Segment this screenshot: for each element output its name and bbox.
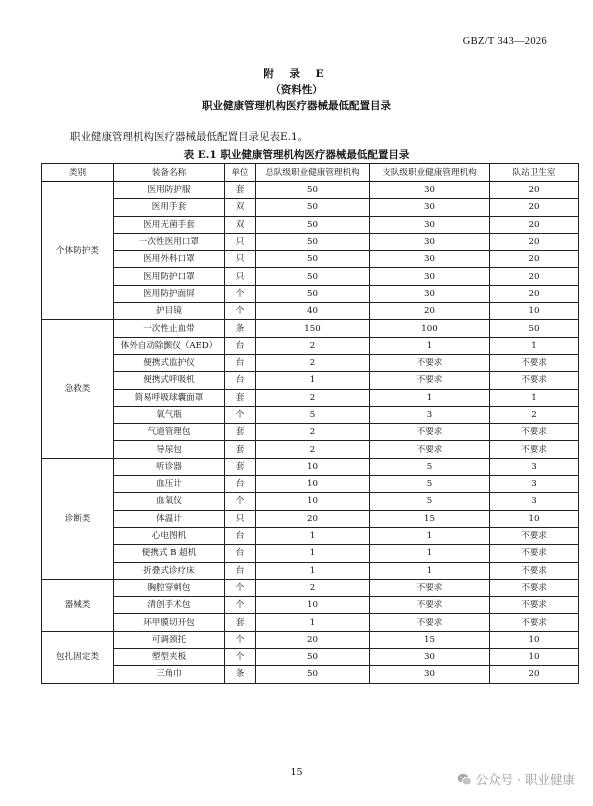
unit-cell: 条: [225, 320, 256, 337]
station-clinic-qty-cell: 20: [490, 182, 579, 199]
branch-team-qty-cell: 20: [370, 303, 490, 320]
branch-team-qty-cell: 30: [370, 251, 490, 268]
table-row: [42, 285, 579, 302]
wechat-icon: [457, 773, 472, 786]
general-team-qty-cell: 5: [256, 406, 370, 423]
station-clinic-qty-cell: 10: [490, 649, 579, 666]
table-row: [42, 233, 579, 250]
equipment-name-cell: 体外自动除颤仪（AED）: [114, 337, 225, 354]
general-team-qty-cell: 2: [256, 579, 370, 596]
category-cell: 急救类: [42, 320, 114, 458]
table-row: [42, 199, 579, 216]
station-clinic-qty-cell: 不要求: [490, 579, 579, 596]
station-clinic-qty-cell: 不要求: [490, 354, 579, 371]
header-station-clinic: 队站卫生室: [490, 164, 579, 182]
general-team-qty-cell: 50: [256, 268, 370, 285]
equipment-name-cell: 一次性止血带: [114, 320, 225, 337]
branch-team-qty-cell: 30: [370, 216, 490, 233]
table-row: [42, 562, 579, 579]
unit-cell: 台: [225, 372, 256, 389]
unit-cell: 套: [225, 458, 256, 475]
table-row: [42, 527, 579, 544]
branch-team-qty-cell: 100: [370, 320, 490, 337]
table-row: [42, 406, 579, 423]
general-team-qty-cell: 150: [256, 320, 370, 337]
unit-cell: 台: [225, 545, 256, 562]
branch-team-qty-cell: 不要求: [370, 579, 490, 596]
equipment-name-cell: 医用手套: [114, 199, 225, 216]
equipment-name-cell: 医用外科口罩: [114, 251, 225, 268]
equipment-name-cell: 体温计: [114, 510, 225, 527]
equipment-name-cell: 医用防护口罩: [114, 268, 225, 285]
unit-cell: 个: [225, 631, 256, 648]
unit-cell: 双: [225, 216, 256, 233]
station-clinic-qty-cell: 不要求: [490, 441, 579, 458]
unit-cell: 个: [225, 597, 256, 614]
unit-cell: 套: [225, 424, 256, 441]
branch-team-qty-cell: 30: [370, 199, 490, 216]
general-team-qty-cell: 50: [256, 216, 370, 233]
general-team-qty-cell: 50: [256, 666, 370, 683]
station-clinic-qty-cell: 2: [490, 406, 579, 423]
station-clinic-qty-cell: 不要求: [490, 545, 579, 562]
station-clinic-qty-cell: 20: [490, 268, 579, 285]
unit-cell: 只: [225, 251, 256, 268]
branch-team-qty-cell: 不要求: [370, 441, 490, 458]
branch-team-qty-cell: 不要求: [370, 614, 490, 631]
equipment-name-cell: 医用防护面屏: [114, 285, 225, 302]
equipment-name-cell: 环甲膜切开包: [114, 614, 225, 631]
unit-cell: 个: [225, 303, 256, 320]
branch-team-qty-cell: 1: [370, 545, 490, 562]
unit-cell: 台: [225, 476, 256, 493]
branch-team-qty-cell: 1: [370, 389, 490, 406]
branch-team-qty-cell: 3: [370, 406, 490, 423]
station-clinic-qty-cell: 1: [490, 337, 579, 354]
table-row: [42, 614, 579, 631]
equipment-name-cell: 折叠式诊疗床: [114, 562, 225, 579]
equipment-name-cell: 便携式监护仪: [114, 354, 225, 371]
unit-cell: 个: [225, 285, 256, 302]
table-row: [42, 372, 579, 389]
equipment-name-cell: 听诊器: [114, 458, 225, 475]
table-row: [42, 441, 579, 458]
unit-cell: 台: [225, 527, 256, 544]
general-team-qty-cell: 50: [256, 182, 370, 199]
watermark: [457, 770, 575, 788]
header-general-team: 总队级职业健康管理机构: [256, 164, 370, 182]
table-row: [42, 424, 579, 441]
unit-cell: 个: [225, 493, 256, 510]
appendix-title: 职业健康管理机构医疗器械最低配置目录: [202, 100, 391, 112]
category-cell: 个体防护类: [42, 182, 114, 320]
table-header-row: [42, 164, 579, 182]
unit-cell: 只: [225, 510, 256, 527]
branch-team-qty-cell: 15: [370, 631, 490, 648]
station-clinic-qty-cell: 10: [490, 631, 579, 648]
table-row: [42, 389, 579, 406]
general-team-qty-cell: 10: [256, 493, 370, 510]
header-category: 类别: [42, 164, 114, 182]
table-row: [42, 493, 579, 510]
header-equipment-name: 装备名称: [114, 164, 225, 182]
table-row: [42, 631, 579, 648]
general-team-qty-cell: 1: [256, 527, 370, 544]
general-team-qty-cell: 10: [256, 458, 370, 475]
header-branch-team: 支队级职业健康管理机构: [370, 164, 490, 182]
watermark-text: 公众号 · 职业健康: [475, 772, 575, 787]
general-team-qty-cell: 20: [256, 631, 370, 648]
station-clinic-qty-cell: 20: [490, 251, 579, 268]
equipment-name-cell: 医用无菌手套: [114, 216, 225, 233]
station-clinic-qty-cell: 20: [490, 233, 579, 250]
equipment-name-cell: 血压计: [114, 476, 225, 493]
table-row: [42, 337, 579, 354]
table-row: [42, 251, 579, 268]
table-row: [42, 545, 579, 562]
station-clinic-qty-cell: 3: [490, 493, 579, 510]
general-team-qty-cell: 20: [256, 510, 370, 527]
general-team-qty-cell: 1: [256, 545, 370, 562]
branch-team-qty-cell: 1: [370, 527, 490, 544]
branch-team-qty-cell: 5: [370, 493, 490, 510]
equipment-name-cell: 三角巾: [114, 666, 225, 683]
general-team-qty-cell: 2: [256, 441, 370, 458]
branch-team-qty-cell: 30: [370, 285, 490, 302]
equipment-name-cell: 便携式 B 超机: [114, 545, 225, 562]
unit-cell: 个: [225, 649, 256, 666]
general-team-qty-cell: 10: [256, 597, 370, 614]
appendix-label: 附 录 E: [263, 68, 330, 80]
table-row: [42, 510, 579, 527]
general-team-qty-cell: 2: [256, 337, 370, 354]
table-row: [42, 320, 579, 337]
station-clinic-qty-cell: 不要求: [490, 614, 579, 631]
page-number: 15: [290, 767, 303, 778]
table-row: [42, 597, 579, 614]
unit-cell: 套: [225, 614, 256, 631]
branch-team-qty-cell: 5: [370, 476, 490, 493]
station-clinic-qty-cell: 不要求: [490, 527, 579, 544]
general-team-qty-cell: 10: [256, 476, 370, 493]
equipment-name-cell: 护目镜: [114, 303, 225, 320]
station-clinic-qty-cell: 50: [490, 320, 579, 337]
branch-team-qty-cell: 1: [370, 562, 490, 579]
category-cell: 诊断类: [42, 458, 114, 579]
table-row: [42, 579, 579, 596]
general-team-qty-cell: 40: [256, 303, 370, 320]
general-team-qty-cell: 50: [256, 251, 370, 268]
unit-cell: 双: [225, 199, 256, 216]
general-team-qty-cell: 2: [256, 354, 370, 371]
branch-team-qty-cell: 1: [370, 337, 490, 354]
equipment-name-cell: 塑型夹板: [114, 649, 225, 666]
station-clinic-qty-cell: 不要求: [490, 424, 579, 441]
branch-team-qty-cell: 30: [370, 666, 490, 683]
equipment-name-cell: 可调颈托: [114, 631, 225, 648]
station-clinic-qty-cell: 10: [490, 303, 579, 320]
equipment-name-cell: 血氧仪: [114, 493, 225, 510]
station-clinic-qty-cell: 1: [490, 389, 579, 406]
unit-cell: 个: [225, 406, 256, 423]
table-row: [42, 303, 579, 320]
equipment-name-cell: 简易呼吸球囊面罩: [114, 389, 225, 406]
table-row: [42, 354, 579, 371]
appendix-nature: （资料性）: [270, 84, 323, 96]
general-team-qty-cell: 50: [256, 233, 370, 250]
general-team-qty-cell: 1: [256, 372, 370, 389]
branch-team-qty-cell: 30: [370, 182, 490, 199]
equipment-name-cell: 心电图机: [114, 527, 225, 544]
station-clinic-qty-cell: 不要求: [490, 372, 579, 389]
equipment-name-cell: 胸腔穿刺包: [114, 579, 225, 596]
equipment-name-cell: 医用防护服: [114, 182, 225, 199]
unit-cell: 只: [225, 268, 256, 285]
branch-team-qty-cell: 5: [370, 458, 490, 475]
station-clinic-qty-cell: 3: [490, 458, 579, 475]
general-team-qty-cell: 50: [256, 199, 370, 216]
unit-cell: 台: [225, 562, 256, 579]
station-clinic-qty-cell: 20: [490, 216, 579, 233]
table-row: [42, 666, 579, 683]
general-team-qty-cell: 50: [256, 285, 370, 302]
unit-cell: 台: [225, 354, 256, 371]
branch-team-qty-cell: 30: [370, 268, 490, 285]
branch-team-qty-cell: 15: [370, 510, 490, 527]
table-row: [42, 268, 579, 285]
general-team-qty-cell: 1: [256, 562, 370, 579]
category-cell: 包扎固定类: [42, 631, 114, 683]
general-team-qty-cell: 2: [256, 389, 370, 406]
unit-cell: 条: [225, 666, 256, 683]
station-clinic-qty-cell: 20: [490, 285, 579, 302]
equipment-name-cell: 清创手术包: [114, 597, 225, 614]
equipment-table: [41, 163, 579, 684]
station-clinic-qty-cell: 20: [490, 666, 579, 683]
table-row: [42, 649, 579, 666]
equipment-name-cell: 一次性医用口罩: [114, 233, 225, 250]
equipment-name-cell: 导尿包: [114, 441, 225, 458]
table-title: 表 E.1 职业健康管理机构医疗器械最低配置目录: [183, 149, 410, 161]
branch-team-qty-cell: 不要求: [370, 424, 490, 441]
equipment-name-cell: 便携式呼吸机: [114, 372, 225, 389]
station-clinic-qty-cell: 3: [490, 476, 579, 493]
station-clinic-qty-cell: 不要求: [490, 562, 579, 579]
intro-paragraph: 职业健康管理机构医疗器械最低配置目录见表E.1。: [70, 131, 309, 143]
equipment-name-cell: 氧气瓶: [114, 406, 225, 423]
branch-team-qty-cell: 30: [370, 233, 490, 250]
table-row: [42, 476, 579, 493]
standard-code: GBZ/T 343—2026: [462, 36, 547, 47]
unit-cell: 套: [225, 182, 256, 199]
branch-team-qty-cell: 不要求: [370, 597, 490, 614]
unit-cell: 套: [225, 441, 256, 458]
unit-cell: 台: [225, 337, 256, 354]
unit-cell: 套: [225, 389, 256, 406]
table-row: [42, 216, 579, 233]
station-clinic-qty-cell: 10: [490, 510, 579, 527]
header-unit: 单位: [225, 164, 256, 182]
unit-cell: 只: [225, 233, 256, 250]
table-row: [42, 458, 579, 475]
equipment-name-cell: 气道管理包: [114, 424, 225, 441]
station-clinic-qty-cell: 不要求: [490, 597, 579, 614]
category-cell: 器械类: [42, 579, 114, 631]
branch-team-qty-cell: 不要求: [370, 372, 490, 389]
table-row: [42, 182, 579, 199]
general-team-qty-cell: 2: [256, 424, 370, 441]
branch-team-qty-cell: 不要求: [370, 354, 490, 371]
general-team-qty-cell: 1: [256, 614, 370, 631]
unit-cell: 个: [225, 579, 256, 596]
branch-team-qty-cell: 30: [370, 649, 490, 666]
station-clinic-qty-cell: 20: [490, 199, 579, 216]
general-team-qty-cell: 50: [256, 649, 370, 666]
